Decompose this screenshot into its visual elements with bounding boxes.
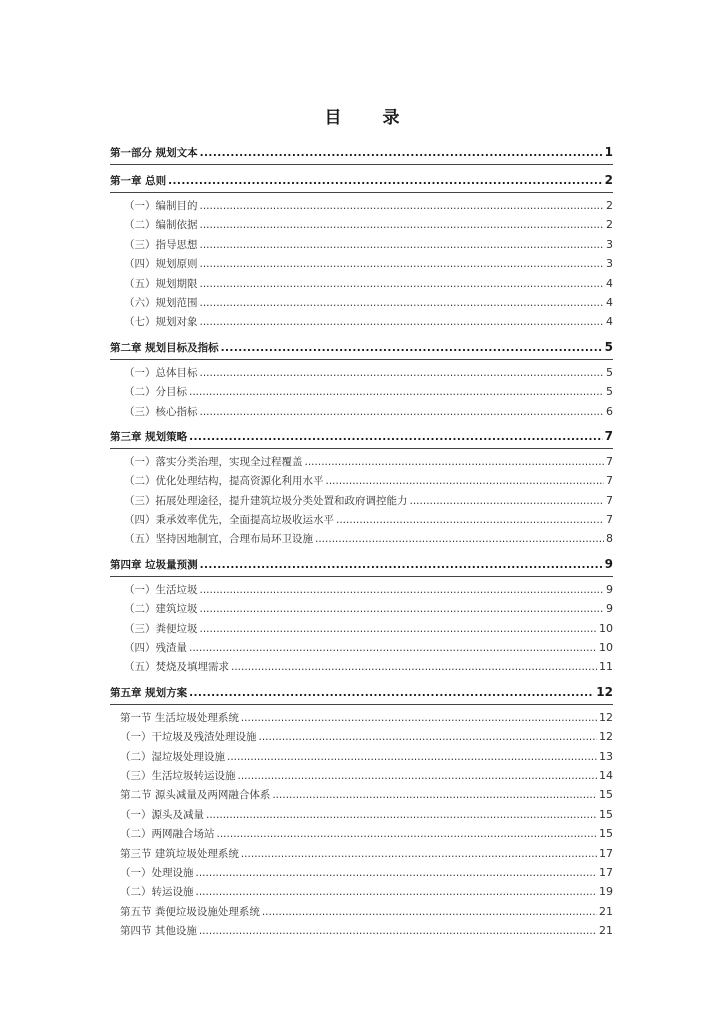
toc-item[interactable]	[110, 254, 613, 273]
toc-item[interactable]	[110, 902, 613, 921]
toc-item[interactable]	[110, 882, 613, 901]
toc-page-number: 14	[599, 768, 613, 782]
toc-item[interactable]	[110, 510, 613, 529]
dot-leader	[200, 600, 605, 618]
toc-item-label: （一）处理设施	[120, 866, 194, 879]
toc-item-label: （五）坚持因地制宜，合理布局环卫设施	[124, 533, 313, 546]
toc-page-number: 8	[606, 532, 613, 546]
toc-item-label: （三）粪便垃圾	[124, 622, 198, 635]
toc-item-label: （一）总体目标	[124, 366, 198, 379]
toc-item-label: 第四节 其他设施	[120, 925, 197, 938]
dot-leader	[326, 472, 605, 490]
toc-page-number: 12	[596, 684, 613, 699]
toc-page-number: 7	[604, 428, 613, 443]
toc-heading-ch2[interactable]	[110, 335, 613, 360]
dot-leader	[410, 492, 605, 510]
toc-item-label: （一）干垃圾及残渣处理设施	[120, 731, 257, 744]
toc-item-label: （二）优化处理结构，提高资源化利用水平	[124, 475, 324, 488]
toc-item-label: （四）规划原则	[124, 258, 198, 271]
page-title: 目 录	[324, 108, 412, 128]
dot-leader	[200, 403, 605, 421]
toc-item[interactable]	[110, 580, 613, 599]
dot-leader	[200, 197, 605, 215]
toc-item-label: （四）残渣量	[124, 642, 187, 655]
dot-leader	[200, 553, 603, 577]
toc-page-number: 6	[606, 404, 613, 418]
toc-item[interactable]	[110, 293, 613, 312]
toc-item-label: （二）湿垃圾处理设施	[120, 750, 225, 763]
dot-leader	[200, 313, 605, 331]
toc-item-label: （三）指导思想	[124, 238, 198, 251]
toc-item[interactable]	[110, 844, 613, 863]
toc-item[interactable]	[110, 196, 613, 215]
toc-heading-label: 第四章 垃圾量预测	[110, 558, 198, 571]
dot-leader	[221, 336, 603, 360]
toc-item[interactable]	[110, 727, 613, 746]
toc-heading-ch5[interactable]	[110, 680, 613, 705]
toc-item-label: （三）拓展处理途径，提升建筑垃圾分类处置和政府调控能力	[124, 494, 408, 507]
dot-leader	[227, 748, 597, 766]
toc-item-label: 第二节 源头减量及两网融合体系	[120, 789, 271, 802]
toc-item[interactable]	[110, 638, 613, 657]
toc-item[interactable]	[110, 863, 613, 882]
toc-item[interactable]	[110, 747, 613, 766]
toc-page-number: 5	[606, 385, 613, 399]
toc-item[interactable]	[110, 402, 613, 421]
toc-item[interactable]	[110, 529, 613, 548]
toc-item[interactable]	[110, 921, 613, 940]
toc-page-number: 10	[599, 621, 613, 635]
toc-item[interactable]	[110, 274, 613, 293]
toc-item[interactable]	[110, 708, 613, 727]
dot-leader	[315, 530, 604, 548]
toc-page-number: 5	[606, 365, 613, 379]
toc-item-label: （二）分目标	[124, 386, 187, 399]
dot-leader	[168, 169, 602, 193]
toc-page-number: 4	[606, 295, 613, 309]
toc-page-number: 2	[606, 199, 613, 212]
toc-heading-label: 第二章 规划目标及指标	[110, 341, 219, 354]
dot-leader	[196, 883, 598, 901]
toc-page-number: 17	[599, 865, 613, 879]
toc-item[interactable]	[110, 215, 613, 234]
toc-item[interactable]	[110, 382, 613, 401]
toc-item-label: （五）焚烧及填埋需求	[124, 661, 229, 674]
toc-heading-ch3[interactable]	[110, 424, 613, 449]
dot-leader	[200, 581, 605, 599]
toc-page-number: 7	[606, 454, 613, 468]
toc-item-label: （一）编制目的	[124, 200, 198, 212]
toc-item-label: （六）规划范围	[124, 296, 198, 309]
toc-item-label: （一）源头及减量	[120, 808, 204, 821]
toc-item[interactable]	[110, 491, 613, 510]
toc-heading-label: 第一章 总则	[110, 175, 167, 187]
toc-item[interactable]	[110, 657, 613, 676]
toc-item-label: （五）规划期限	[124, 277, 198, 290]
toc-item[interactable]	[110, 235, 613, 254]
toc-item-label: （二）两网融合场站	[120, 828, 215, 841]
toc-page-number: 11	[599, 660, 613, 674]
toc-page-number: 3	[606, 237, 613, 251]
dot-leader	[200, 275, 605, 293]
toc-item[interactable]	[110, 471, 613, 490]
toc-item-label: （二）编制依据	[124, 219, 198, 232]
dot-leader	[238, 767, 598, 785]
dot-leader	[200, 364, 605, 382]
dot-leader	[200, 141, 603, 165]
toc-item-label: （三）核心指标	[124, 405, 198, 418]
toc-heading-label: 第三章 规划策略	[110, 430, 188, 443]
toc-page-number: 19	[599, 885, 613, 899]
dot-leader	[200, 216, 605, 234]
toc-heading-ch1[interactable]	[110, 168, 613, 193]
toc-page-number: 1	[604, 145, 613, 159]
toc-page-number: 5	[604, 339, 613, 354]
toc-page-number: 21	[599, 924, 613, 938]
toc-page-number: 9	[606, 582, 613, 596]
dot-leader	[189, 639, 597, 657]
toc-page-number: 12	[599, 710, 613, 724]
dot-leader	[189, 425, 602, 449]
dot-leader	[241, 845, 597, 863]
toc-page-number: 4	[606, 276, 613, 290]
dot-leader	[189, 681, 594, 705]
dot-leader	[200, 236, 605, 254]
toc-item[interactable]	[110, 312, 613, 331]
toc-item[interactable]	[110, 785, 613, 804]
toc-page-number: 15	[599, 788, 613, 802]
dot-leader	[200, 294, 605, 312]
toc-page-number: 17	[599, 846, 613, 860]
toc-item[interactable]	[110, 619, 613, 638]
dot-leader	[231, 658, 597, 676]
toc-page-number: 9	[606, 602, 613, 616]
dot-leader	[241, 709, 597, 727]
toc-heading-label: 第一部分 规划文本	[110, 147, 198, 159]
dot-leader	[200, 620, 598, 638]
toc-item-label: 第三节 建筑垃圾处理系统	[120, 847, 239, 860]
toc-item[interactable]	[110, 363, 613, 382]
dot-leader	[305, 453, 605, 471]
toc-heading-part1[interactable]	[110, 140, 613, 165]
toc-page-number: 12	[599, 730, 613, 744]
toc-item-label: （二）转运设施	[120, 886, 194, 899]
toc-item-label: （四）秉承效率优先，全面提高垃圾收运水平	[124, 514, 334, 527]
toc-page-number: 13	[599, 749, 613, 763]
dot-leader	[199, 922, 597, 940]
toc-item-label: （三）生活垃圾转运设施	[120, 769, 236, 782]
toc-page-number: 15	[599, 807, 613, 821]
toc-item[interactable]	[110, 452, 613, 471]
dot-leader	[217, 825, 598, 843]
table-of-contents	[110, 140, 613, 941]
toc-heading-label: 第五章 规划方案	[110, 686, 188, 699]
toc-item[interactable]	[110, 824, 613, 843]
toc-item-label: （一）生活垃圾	[124, 583, 198, 596]
dot-leader	[189, 383, 604, 401]
toc-page-number: 10	[599, 641, 613, 655]
toc-item[interactable]	[110, 805, 613, 824]
toc-page-number: 3	[606, 257, 613, 271]
dot-leader	[206, 806, 597, 824]
dot-leader	[196, 864, 598, 882]
toc-heading-ch4[interactable]	[110, 552, 613, 577]
dot-leader	[259, 728, 598, 746]
toc-item[interactable]	[110, 766, 613, 785]
dot-leader	[272, 786, 597, 804]
toc-page-number: 4	[606, 315, 613, 329]
toc-item-label: 第一节 生活垃圾处理系统	[120, 711, 239, 724]
toc-item-label: （七）规划对象	[124, 316, 198, 329]
toc-item-label: （一）落实分类治理，实现全过程覆盖	[124, 455, 303, 468]
toc-page-number: 2	[604, 173, 613, 187]
toc-page-number: 7	[606, 474, 613, 488]
toc-page-number: 21	[599, 904, 613, 918]
toc-item-label: （二）建筑垃圾	[124, 603, 198, 616]
toc-page-number: 9	[604, 556, 613, 571]
dot-leader	[336, 511, 604, 529]
toc-page-number: 7	[606, 493, 613, 507]
dot-leader	[200, 255, 605, 273]
toc-item[interactable]	[110, 599, 613, 618]
toc-page-number: 15	[599, 827, 613, 841]
toc-item-label: 第五节 粪便垃圾设施处理系统	[120, 905, 260, 918]
toc-page-number: 7	[606, 513, 613, 527]
toc-page-number: 2	[606, 218, 613, 232]
dot-leader	[262, 903, 597, 921]
